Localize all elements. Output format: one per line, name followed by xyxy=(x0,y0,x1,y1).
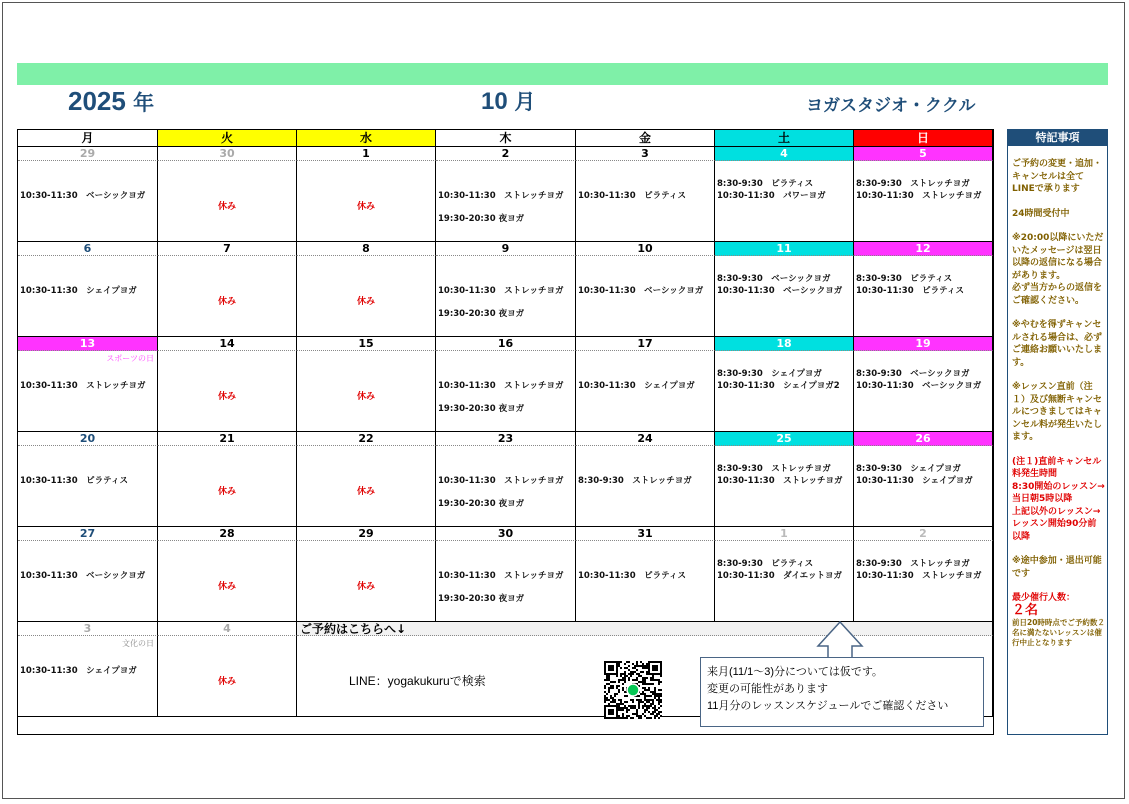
closed-label: 休み xyxy=(217,677,236,687)
date-number: 10 xyxy=(576,242,715,256)
lesson-entry: 8:30-9:30 ストレッチヨガ xyxy=(856,179,970,189)
lesson-entry: 10:30-11:30 ベーシックヨガ xyxy=(20,571,146,581)
callout-line: 来月(11/1～3)分については仮です。 xyxy=(707,666,883,678)
date-number: 28 xyxy=(158,527,297,541)
schedule-cell[interactable] xyxy=(854,161,993,242)
schedule-cell[interactable] xyxy=(576,351,715,432)
lesson-entry: 19:30-20:30 夜ヨガ xyxy=(438,404,525,414)
lesson-entry: 8:30-9:30 ピラティス xyxy=(856,274,953,284)
schedule-cell[interactable] xyxy=(576,446,715,527)
date-number: 22 xyxy=(297,432,436,446)
date-number: 16 xyxy=(436,337,576,351)
date-number: 5 xyxy=(854,147,993,161)
schedule-cell[interactable] xyxy=(158,446,297,527)
schedule-cell[interactable] xyxy=(576,256,715,337)
lesson-entry: 10:30-11:30 ストレッチヨガ xyxy=(856,571,982,581)
schedule-cell[interactable] xyxy=(715,541,854,622)
schedule-cell[interactable] xyxy=(18,541,158,622)
closed-label: 休み xyxy=(217,487,236,497)
lesson-entry: 10:30-11:30 ストレッチヨガ xyxy=(20,381,146,391)
lesson-entry: 8:30-9:30 ベーシックヨガ xyxy=(717,274,831,284)
date-number: 21 xyxy=(158,432,297,446)
lesson-entry: 8:30-9:30 ピラティス xyxy=(717,559,814,569)
schedule-cell[interactable] xyxy=(436,161,576,242)
date-number: 23 xyxy=(436,432,576,446)
schedule-cell[interactable] xyxy=(715,256,854,337)
day-of-week-header: 月 xyxy=(18,130,158,147)
schedule-cell[interactable] xyxy=(18,446,158,527)
date-number: 29 xyxy=(297,527,436,541)
note-paragraph: ※途中参加・退出可能です xyxy=(1012,556,1102,579)
day-of-week-header: 土 xyxy=(715,130,854,147)
schedule-cell[interactable] xyxy=(854,351,993,432)
lesson-entry: 10:30-11:30 ベーシックヨガ xyxy=(20,191,146,201)
date-number: 11 xyxy=(715,242,854,256)
date-number: 2 xyxy=(436,147,576,161)
date-number: 2 xyxy=(854,527,993,541)
schedule-cell[interactable] xyxy=(576,541,715,622)
schedule-cell[interactable] xyxy=(436,351,576,432)
studio-name: ヨガスタジオ・ククル xyxy=(806,96,976,116)
lesson-entry: 10:30-11:30 ベーシックヨガ xyxy=(717,286,843,296)
min-label: 最少催行人数： xyxy=(1012,593,1076,603)
min-note: 前日20時時点でご予約数２名に満たないレッスンは催行中止となります xyxy=(1012,618,1105,647)
date-number: 18 xyxy=(715,337,854,351)
holiday-label: 文化の日 xyxy=(122,639,154,648)
callout-line: 変更の可能性があります xyxy=(707,683,828,695)
lesson-entry: 10:30-11:30 シェイプヨガ2 xyxy=(717,381,840,391)
lesson-entry: 10:30-11:30 ストレッチヨガ xyxy=(438,191,564,201)
qr-pattern xyxy=(604,661,662,719)
date-number: 24 xyxy=(576,432,715,446)
lesson-entry: 8:30-9:30 シェイプヨガ xyxy=(717,369,822,379)
notes-sidebar xyxy=(1007,129,1108,735)
callout-line: 11月分のレッスンスケジュールでご確認ください xyxy=(707,700,949,712)
date-number: 3 xyxy=(576,147,715,161)
lesson-entry: 10:30-11:30 ストレッチヨガ xyxy=(856,191,982,201)
date-number: 14 xyxy=(158,337,297,351)
schedule-cell[interactable] xyxy=(854,541,993,622)
lesson-entry: 10:30-11:30 ピラティス xyxy=(20,476,128,486)
notes-title: 特記事項 xyxy=(1008,130,1107,146)
lesson-entry: 10:30-11:30 ストレッチヨガ xyxy=(438,381,564,391)
schedule-cell[interactable] xyxy=(715,446,854,527)
closed-label: 休み xyxy=(356,582,375,592)
lesson-entry: 19:30-20:30 夜ヨガ xyxy=(438,214,525,224)
closed-label: 休み xyxy=(356,297,375,307)
year-title: 2025 年 xyxy=(68,86,155,116)
callout-arrow xyxy=(810,620,870,660)
min-participants xyxy=(1012,592,1105,618)
lesson-entry: 10:30-11:30 ストレッチヨガ xyxy=(438,476,564,486)
lesson-entry: 19:30-20:30 夜ヨガ xyxy=(438,309,525,319)
note-paragraph: 24時間受付中 xyxy=(1012,208,1070,219)
schedule-cell[interactable] xyxy=(18,351,158,432)
closed-label: 休み xyxy=(217,582,236,592)
line-search-text[interactable]: LINE：yogakukuruで検索 xyxy=(349,674,486,688)
date-number: 26 xyxy=(854,432,993,446)
schedule-cell[interactable] xyxy=(297,446,436,527)
month-title: 10 月 xyxy=(481,88,536,115)
date-number: 8 xyxy=(297,242,436,256)
date-number: 29 xyxy=(18,147,158,161)
date-number: 17 xyxy=(576,337,715,351)
day-of-week-header: 木 xyxy=(436,130,576,147)
day-of-week-header: 水 xyxy=(297,130,436,147)
date-number: 13 xyxy=(18,337,158,351)
note-paragraph: ※20:00以降にいただいたメッセージは翌日以降の返信になる場合があります。 必ず当方からの返信をご確認ください。 xyxy=(1012,233,1104,306)
lesson-entry: 10:30-11:30 ピラティス xyxy=(578,571,686,581)
closed-label: 休み xyxy=(217,202,236,212)
header-band xyxy=(17,63,1108,85)
schedule-cell[interactable] xyxy=(854,446,993,527)
lesson-entry: 8:30-9:30 ピラティス xyxy=(717,179,814,189)
schedule-cell[interactable] xyxy=(18,256,158,337)
lesson-entry: 19:30-20:30 夜ヨガ xyxy=(438,499,525,509)
lesson-entry: 10:30-11:30 パワーヨガ xyxy=(717,191,826,201)
schedule-cell[interactable] xyxy=(158,161,297,242)
lesson-entry: 10:30-11:30 ピラティス xyxy=(856,286,964,296)
lesson-entry: 10:30-11:30 ピラティス xyxy=(578,191,686,201)
lesson-entry: 10:30-11:30 シェイプヨガ xyxy=(578,381,695,391)
date-number: 12 xyxy=(854,242,993,256)
schedule-cell[interactable] xyxy=(297,541,436,622)
closed-label: 休み xyxy=(356,487,375,497)
lesson-entry: 8:30-9:30 ストレッチヨガ xyxy=(578,476,692,486)
date-number: 25 xyxy=(715,432,854,446)
schedule-cell[interactable] xyxy=(158,636,297,717)
lesson-entry: 8:30-9:30 ストレッチヨガ xyxy=(717,464,831,474)
min-value: ２名 xyxy=(1012,602,1039,618)
day-of-week-header: 金 xyxy=(576,130,715,147)
date-number: 31 xyxy=(576,527,715,541)
booking-heading: ご予約はこちらへ↓ xyxy=(297,622,993,636)
lesson-entry: 10:30-11:30 ダイエットヨガ xyxy=(717,571,842,581)
schedule-cell[interactable] xyxy=(715,351,854,432)
date-number: 1 xyxy=(715,527,854,541)
date-number: 7 xyxy=(158,242,297,256)
closed-label: 休み xyxy=(356,392,375,402)
note-paragraph: ※やむを得ずキャンセルされる場合は、必ずご連絡お願いいたします。 xyxy=(1012,320,1103,368)
closed-label: 休み xyxy=(217,297,236,307)
date-number: 15 xyxy=(297,337,436,351)
schedule-cell[interactable] xyxy=(297,161,436,242)
date-number: 30 xyxy=(158,147,297,161)
lesson-entry: 10:30-11:30 ストレッチヨガ xyxy=(438,571,564,581)
date-number: 30 xyxy=(436,527,576,541)
lesson-entry: 8:30-9:30 ベーシックヨガ xyxy=(856,369,970,379)
date-number: 9 xyxy=(436,242,576,256)
note-paragraph: ご予約の変更・追加・キャンセルは全てLINEで承ります xyxy=(1012,159,1103,194)
day-of-week-header: 火 xyxy=(158,130,297,147)
qr-code[interactable] xyxy=(604,661,662,719)
holiday-label: スポーツの日 xyxy=(106,354,154,363)
schedule-cell[interactable] xyxy=(715,161,854,242)
schedule-cell[interactable] xyxy=(18,636,158,717)
closed-label: 休み xyxy=(356,202,375,212)
schedule-cell[interactable] xyxy=(576,161,715,242)
lesson-entry: 10:30-11:30 シェイプヨガ xyxy=(20,666,137,676)
lesson-entry: 10:30-11:30 ストレッチヨガ xyxy=(717,476,843,486)
date-number: 3 xyxy=(18,622,158,636)
lesson-entry: 19:30-20:30 夜ヨガ xyxy=(438,594,525,604)
date-number: 4 xyxy=(158,622,297,636)
schedule-cell[interactable] xyxy=(297,256,436,337)
date-number: 6 xyxy=(18,242,158,256)
closed-label: 休み xyxy=(217,392,236,402)
schedule-cell[interactable] xyxy=(158,256,297,337)
date-number: 20 xyxy=(18,432,158,446)
lesson-entry: 10:30-11:30 ベーシックヨガ xyxy=(578,286,704,296)
date-number: 4 xyxy=(715,147,854,161)
schedule-cell[interactable] xyxy=(158,351,297,432)
note-paragraph: (注１)直前キャンセル料発生時間 8:30開始のレッスン→当日朝5時以降 上記以外のレッスン→レッスン開始90分前以降 xyxy=(1012,456,1105,542)
schedule-cell[interactable] xyxy=(297,351,436,432)
lesson-entry: 10:30-11:30 ストレッチヨガ xyxy=(438,286,564,296)
schedule-cell[interactable] xyxy=(436,446,576,527)
lesson-entry: 8:30-9:30 シェイプヨガ xyxy=(856,464,961,474)
schedule-cell[interactable] xyxy=(854,256,993,337)
day-of-week-header: 日 xyxy=(854,130,993,147)
schedule-cell[interactable] xyxy=(436,256,576,337)
note-paragraph: ※レッスン直前（注１）及び無断キャンセルにつきましてはキャンセル料が発生いたします。 xyxy=(1012,382,1103,442)
lesson-entry: 8:30-9:30 ストレッチヨガ xyxy=(856,559,970,569)
date-number: 19 xyxy=(854,337,993,351)
lesson-entry: 10:30-11:30 シェイプヨガ xyxy=(20,286,137,296)
schedule-cell[interactable] xyxy=(18,161,158,242)
lesson-entry: 10:30-11:30 ベーシックヨガ xyxy=(856,381,982,391)
date-number: 27 xyxy=(18,527,158,541)
schedule-cell[interactable] xyxy=(436,541,576,622)
schedule-cell[interactable] xyxy=(158,541,297,622)
lesson-entry: 10:30-11:30 シェイプヨガ xyxy=(856,476,973,486)
notice-callout xyxy=(700,657,984,727)
date-number: 1 xyxy=(297,147,436,161)
